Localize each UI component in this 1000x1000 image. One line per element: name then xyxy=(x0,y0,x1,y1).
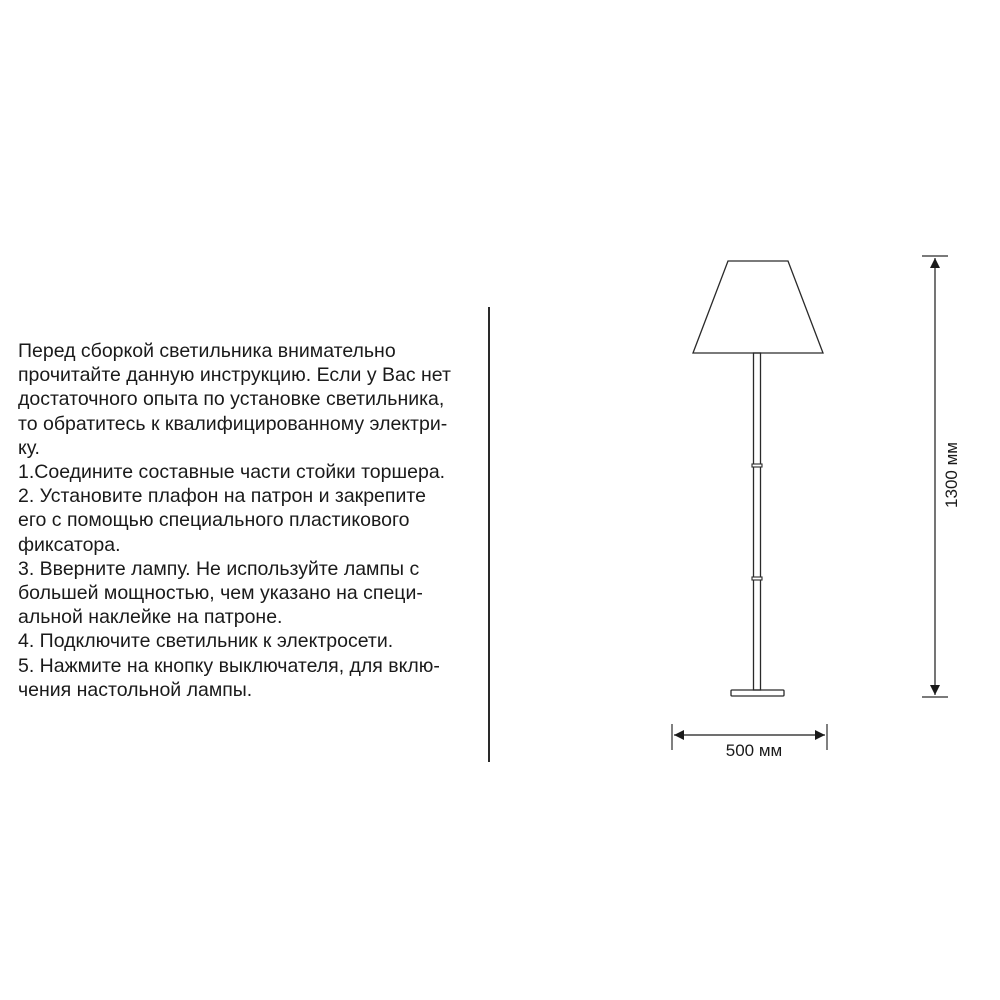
instruction-line: большей мощностью, чем указано на специ- xyxy=(18,582,423,605)
instruction-step-4: 4. Подключите светильник к электросети. xyxy=(18,630,394,653)
lamp-pole xyxy=(754,353,761,690)
instruction-line: ку. xyxy=(18,436,40,459)
instruction-step-3: 3. Вверните лампу. Не используйте лампы с xyxy=(18,557,420,580)
instruction-step-2: 2. Установите плафон на патрон и закрепите xyxy=(18,485,426,508)
instruction-step-5: 5. Нажмите на кнопку выключателя, для вклю- xyxy=(18,654,440,677)
pole-joint xyxy=(752,577,762,580)
instruction-line: прочитайте данную инструкцию. Если у Вас нет xyxy=(18,364,451,387)
instruction-line: то обратитесь к квалифицированному электри- xyxy=(18,412,448,435)
lamp-shade xyxy=(693,261,823,353)
pole-joint xyxy=(752,464,762,467)
width-label: 500 мм xyxy=(725,741,783,760)
instruction-line: Перед сборкой светильника внимательно xyxy=(18,340,396,362)
instruction-line: альной наклейке на патроне. xyxy=(18,606,283,629)
instruction-line: чения настольной лампы. xyxy=(18,678,253,701)
instruction-line: его с помощью специального пластикового xyxy=(18,509,410,532)
instruction-step-1: 1.Соедините составные части стойки торшера. xyxy=(18,461,446,484)
instruction-line: достаточного опыта по установке светильника, xyxy=(18,388,445,411)
instruction-line: фиксатора. xyxy=(18,533,121,556)
lamp-base xyxy=(731,690,784,696)
height-label: 1300 мм xyxy=(942,442,961,508)
